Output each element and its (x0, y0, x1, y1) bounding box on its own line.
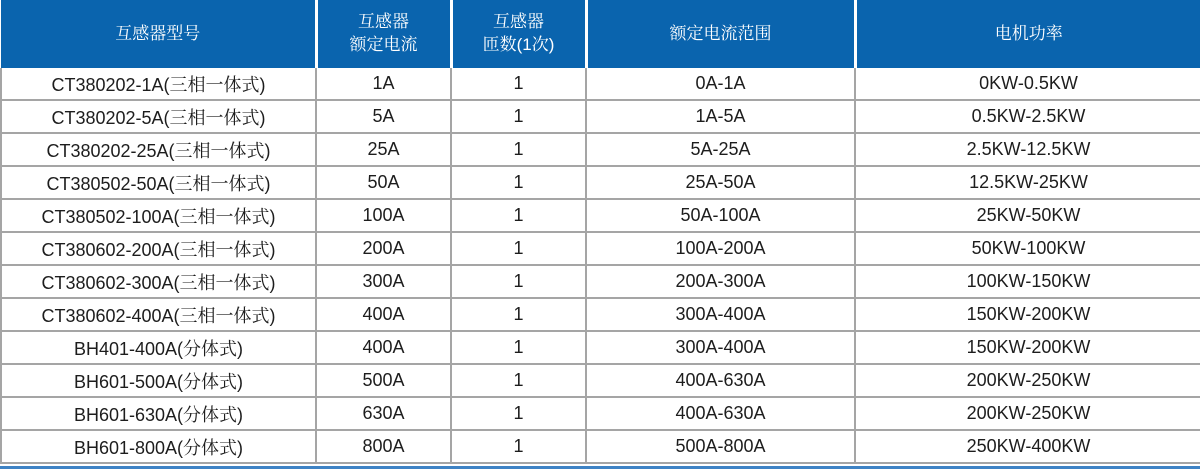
cell-turns: 1 (451, 199, 586, 232)
cell-model: CT380202-25A(三相一体式) (1, 133, 316, 166)
cell-motor-power: 0KW-0.5KW (855, 68, 1200, 100)
cell-turns: 1 (451, 430, 586, 463)
cell-model: BH601-500A(分体式) (1, 364, 316, 397)
cell-model: CT380202-5A(三相一体式) (1, 100, 316, 133)
cell-motor-power: 200KW-250KW (855, 397, 1200, 430)
table-row (1, 430, 1200, 463)
cell-rated-current: 800A (316, 430, 451, 463)
cell-rated-current: 50A (316, 166, 451, 199)
table-header (1, 0, 1200, 68)
header-rated-current (316, 0, 451, 68)
cell-current-range: 300A-400A (586, 331, 855, 364)
table-row (1, 133, 1200, 166)
table-row (1, 232, 1200, 265)
cell-current-range: 5A-25A (586, 133, 855, 166)
header-turns (451, 0, 586, 68)
table-row (1, 166, 1200, 199)
cell-motor-power: 0.5KW-2.5KW (855, 100, 1200, 133)
cell-turns: 1 (451, 364, 586, 397)
cell-turns: 1 (451, 397, 586, 430)
bottom-accent-line (0, 466, 1200, 469)
cell-turns: 1 (451, 265, 586, 298)
cell-current-range: 400A-630A (586, 364, 855, 397)
cell-current-range: 500A-800A (586, 430, 855, 463)
cell-motor-power: 200KW-250KW (855, 364, 1200, 397)
cell-model: BH601-800A(分体式) (1, 430, 316, 463)
cell-turns: 1 (451, 100, 586, 133)
cell-rated-current: 1A (316, 68, 451, 100)
header-row (1, 0, 1200, 68)
cell-motor-power: 250KW-400KW (855, 430, 1200, 463)
table-row (1, 364, 1200, 397)
cell-turns: 1 (451, 166, 586, 199)
cell-rated-current: 300A (316, 265, 451, 298)
cell-motor-power: 12.5KW-25KW (855, 166, 1200, 199)
cell-rated-current: 400A (316, 298, 451, 331)
cell-current-range: 25A-50A (586, 166, 855, 199)
cell-motor-power: 150KW-200KW (855, 298, 1200, 331)
cell-rated-current: 25A (316, 133, 451, 166)
cell-motor-power: 50KW-100KW (855, 232, 1200, 265)
cell-motor-power: 100KW-150KW (855, 265, 1200, 298)
header-rated-current-label-line2: 额定电流 (349, 35, 418, 54)
cell-motor-power: 150KW-200KW (855, 331, 1200, 364)
cell-rated-current: 630A (316, 397, 451, 430)
table-row (1, 265, 1200, 298)
header-model (1, 0, 316, 68)
cell-current-range: 200A-300A (586, 265, 855, 298)
cell-current-range: 300A-400A (586, 298, 855, 331)
header-motor-power (855, 0, 1200, 68)
table-row (1, 199, 1200, 232)
cell-turns: 1 (451, 232, 586, 265)
table-row (1, 397, 1200, 430)
cell-rated-current: 5A (316, 100, 451, 133)
cell-model: CT380602-300A(三相一体式) (1, 265, 316, 298)
cell-turns: 1 (451, 298, 586, 331)
cell-rated-current: 500A (316, 364, 451, 397)
cell-current-range: 0A-1A (586, 68, 855, 100)
cell-model: BH601-630A(分体式) (1, 397, 316, 430)
cell-turns: 1 (451, 331, 586, 364)
cell-motor-power: 25KW-50KW (855, 199, 1200, 232)
table-row (1, 100, 1200, 133)
cell-turns: 1 (451, 68, 586, 100)
header-rated-current-label-line1: 互感器 (358, 12, 409, 32)
header-current-range-label: 额定电流范围 (669, 23, 772, 43)
cell-rated-current: 100A (316, 199, 451, 232)
header-turns-label-line2: 匝数(1次) (482, 35, 555, 54)
cell-current-range: 100A-200A (586, 232, 855, 265)
cell-model: CT380602-200A(三相一体式) (1, 232, 316, 265)
cell-model: CT380502-50A(三相一体式) (1, 166, 316, 199)
header-current-range (586, 0, 855, 68)
cell-model: CT380502-100A(三相一体式) (1, 199, 316, 232)
table-row (1, 298, 1200, 331)
table-row (1, 331, 1200, 364)
cell-motor-power: 2.5KW-12.5KW (855, 133, 1200, 166)
cell-rated-current: 400A (316, 331, 451, 364)
header-turns-label-line1: 互感器 (493, 12, 544, 32)
cell-rated-current: 200A (316, 232, 451, 265)
header-motor-power-label: 电机功率 (994, 23, 1063, 43)
cell-current-range: 400A-630A (586, 397, 855, 430)
cell-current-range: 1A-5A (586, 100, 855, 133)
table-body (1, 68, 1200, 463)
cell-current-range: 50A-100A (586, 199, 855, 232)
header-model-label: 互感器型号 (115, 23, 201, 43)
table-row (1, 68, 1200, 100)
cell-model: CT380602-400A(三相一体式) (1, 298, 316, 331)
cell-model: CT380202-1A(三相一体式) (1, 68, 316, 100)
cell-model: BH401-400A(分体式) (1, 331, 316, 364)
cell-turns: 1 (451, 133, 586, 166)
